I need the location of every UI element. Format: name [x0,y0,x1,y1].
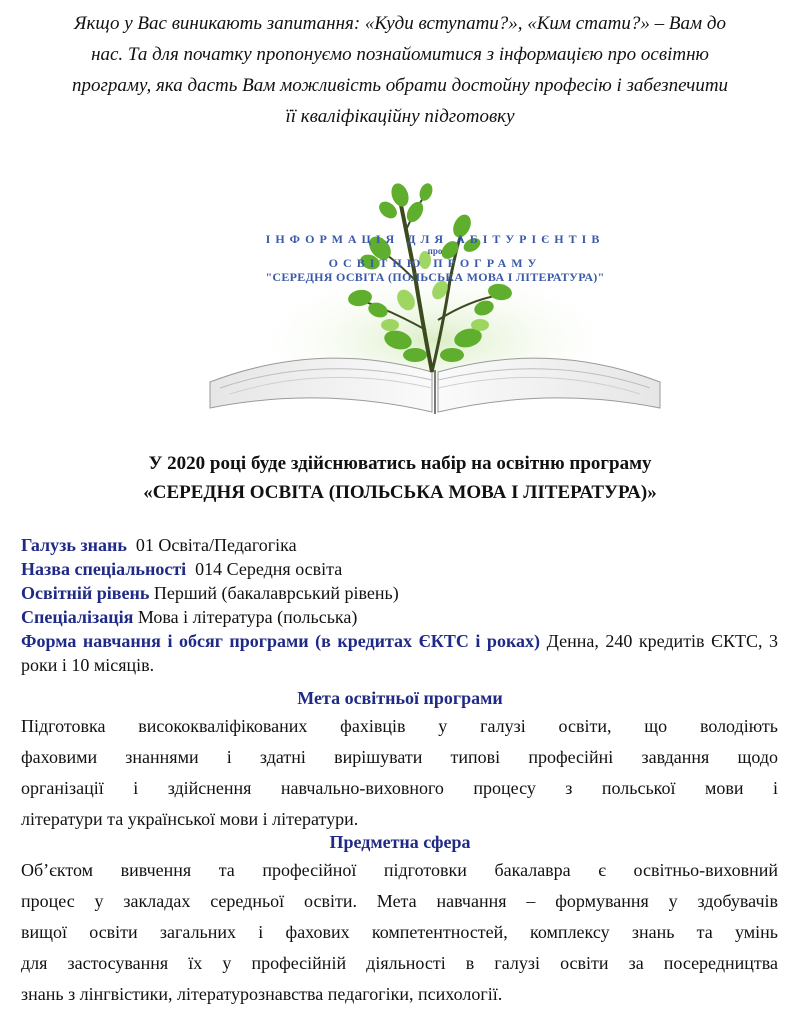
fact-specialization [21,605,778,629]
fact-value: 014 Середня освіта [195,559,343,579]
fact-field [21,533,778,557]
program-facts [21,533,778,677]
subject-title: Предметна сфера [329,832,471,852]
subject-line: для застосування їх у професійній діяльності в галузі освіти за посередництва [21,953,778,973]
goal-title: Мета освітньої програми [297,688,503,708]
fact-specialty [21,557,778,581]
fact-value: Перший (бакалаврський рівень) [153,583,399,603]
subject-line: Об’єктом вивчення та професійної підготовки бакалавра є освітньо-виховний [21,860,778,880]
fact-value: Мова і література (польська) [137,607,358,627]
intro-line: програму, яка дасть Вам можливість обрати достойну професію і забезпечити [71,75,729,96]
announcement-line: У 2020 році буде здійснюватись набір на освітню програму [148,453,652,474]
subject-paragraph [21,855,778,1010]
fact-value: 01 Освіта/Педагогіка [135,535,297,555]
fact-value: Денна, 240 кредитів ЄКТС, 3 роки і 10 місяців. [21,631,779,675]
intro-line: Якщо у Вас виникають запитання: «Куди вступати?», «Ким стати?» – Вам до [74,13,726,34]
subject-line: вищої освіти загальних і фахових компетентностей, комплексу знань та умінь [21,922,778,942]
fact-label: Освітній рівень [21,583,150,603]
goal-line: організації і здійснення навчально-виховного процесу з польської мови і [21,778,778,798]
banner-line: про [427,246,443,256]
fact-label: Форма навчання і обсяг програми (в кредитах ЄКТС і роках) [21,631,541,651]
intro-line: нас. Та для початку пропонуємо познайомитися з інформацією про освітню [91,44,709,65]
fact-level [21,581,778,605]
goal-line: Підготовка висококваліфікованих фахівців у галузі освіти, що володіють [21,716,778,736]
banner-line: ОСВІТНЮ ПРОГРАМУ [328,256,542,270]
intro-text [20,8,780,132]
banner-line: ІНФОРМАЦІЯ ДЛЯ АБІТУРІЄНТІВ [265,232,605,246]
book-plant-illustration [200,150,670,420]
announcement [20,449,780,507]
intro-line: її кваліфікаційну підготовку [285,106,515,127]
goal-line: літератури та української мови і літератури. [21,809,359,829]
program-name: «СЕРЕДНЯ ОСВІТА (ПОЛЬСЬКА МОВА І ЛІТЕРАТУРА)» [143,482,657,503]
goal-paragraph [21,711,778,835]
banner-line: "СЕРЕДНЯ ОСВІТА (ПОЛЬСЬКА МОВА І ЛІТЕРАТУРА)" [265,270,605,284]
fact-label: Галузь знань [21,535,127,555]
goal-line: фаховими знаннями і здатні вирішувати типові професійні завдання щодо [21,747,778,767]
fact-form [21,629,778,677]
fact-label: Назва спеціальності [21,559,187,579]
subject-line: процес у закладах середньої освіти. Мета навчання – формування у здобувачів [21,891,778,911]
fact-label: Спеціалізація [21,607,134,627]
subject-line: знань з лінгвістики, літературознавства педагогіки, психології. [21,984,503,1004]
banner-image [200,150,670,420]
